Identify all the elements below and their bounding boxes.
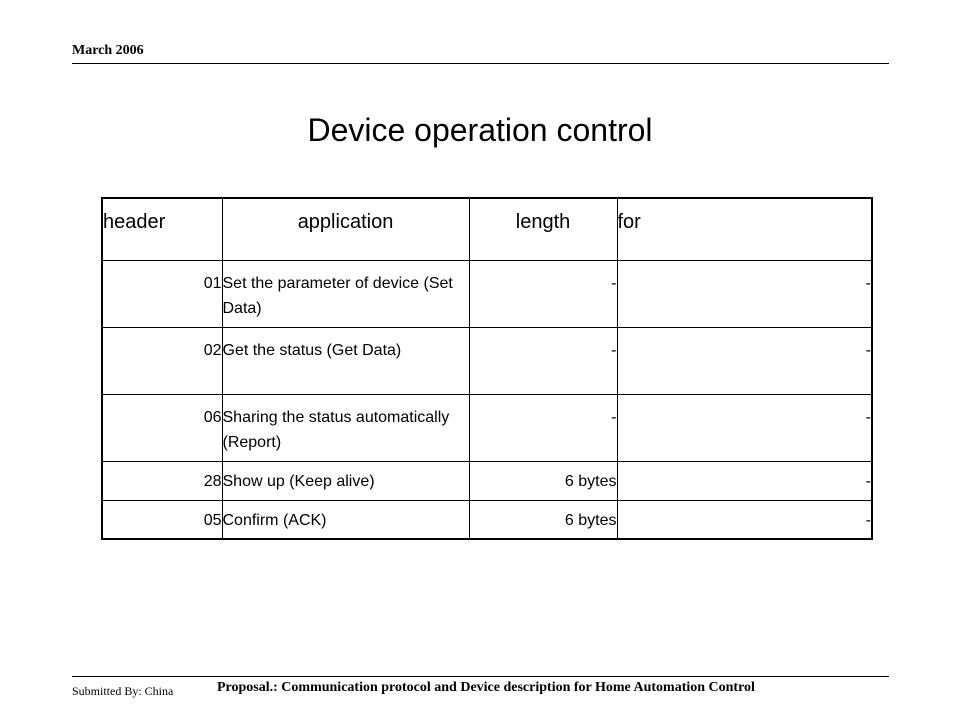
- cell-length: -: [469, 394, 617, 461]
- operation-table: [101, 197, 873, 540]
- cell-header: 28: [102, 461, 222, 500]
- table-row: [102, 260, 872, 327]
- header-divider: [72, 63, 889, 64]
- table-row: [102, 461, 872, 500]
- cell-for: -: [617, 260, 872, 327]
- cell-length: 6 bytes: [469, 500, 617, 539]
- submitted-by: Submitted By: China: [72, 684, 174, 698]
- cell-header: 02: [102, 327, 222, 394]
- cell-application: Confirm (ACK): [222, 500, 469, 539]
- cell-application: Sharing the status automatically (Report): [222, 394, 469, 461]
- slide-title: Device operation control: [307, 112, 653, 148]
- cell-for: -: [617, 327, 872, 394]
- column-header-length: length: [469, 198, 617, 260]
- cell-application: Get the status (Get Data): [222, 327, 469, 394]
- cell-header: 01: [102, 260, 222, 327]
- cell-length: -: [469, 327, 617, 394]
- table-header-row: [102, 198, 872, 260]
- table-row: [102, 327, 872, 394]
- footer-divider: [72, 676, 889, 677]
- cell-header: 05: [102, 500, 222, 539]
- cell-for: -: [617, 394, 872, 461]
- proposal-title: Proposal.: Communication protocol and Device description for Home Automation Control: [217, 680, 755, 695]
- header-date: March 2006: [72, 43, 144, 58]
- cell-for: -: [617, 500, 872, 539]
- cell-application: Set the parameter of device (Set Data): [222, 260, 469, 327]
- column-header-for: for: [617, 198, 872, 260]
- column-header-application: application: [222, 198, 469, 260]
- cell-header: 06: [102, 394, 222, 461]
- cell-length: -: [469, 260, 617, 327]
- table-row: [102, 394, 872, 461]
- table-row: [102, 500, 872, 539]
- cell-length: 6 bytes: [469, 461, 617, 500]
- column-header-header: header: [102, 198, 222, 260]
- cell-application: Show up (Keep alive): [222, 461, 469, 500]
- cell-for: -: [617, 461, 872, 500]
